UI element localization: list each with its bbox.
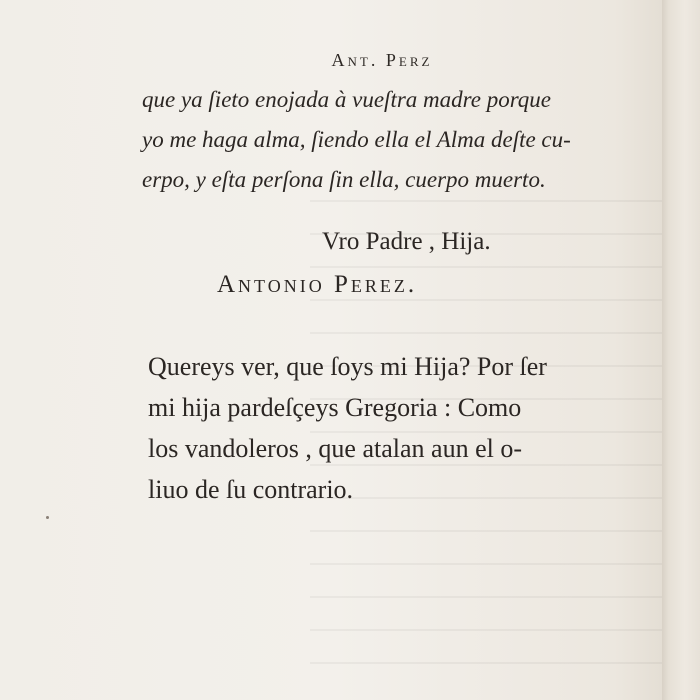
- roman-passage: [148, 346, 648, 510]
- roman-line-3: los vandoleros , que atalan aun el o-: [148, 434, 522, 463]
- running-header: Ant. Perz: [331, 50, 433, 70]
- adjacent-page-edge: [662, 0, 700, 700]
- paper-speck: [46, 516, 49, 519]
- roman-line-2: mi hija pardeſçeys Gregoria : Como: [148, 393, 522, 422]
- signoff-line-1: Vro Padre , Hija.: [322, 228, 491, 255]
- roman-line-4: liuo de ſu contrario.: [148, 475, 354, 504]
- italic-line-2: yo me haga alma, ſiendo ella el Alma deſte cu-: [142, 127, 571, 152]
- italic-passage: [142, 80, 647, 200]
- signoff-line-2: Antonio Perez.: [217, 271, 418, 298]
- italic-line-3: erpo, y eſta perſona ſin ella, cuerpo muerto.: [142, 167, 546, 192]
- italic-line-1: que ya ſieto enojada à vueſtra madre porque: [142, 87, 552, 112]
- roman-line-1: Quereys ver, que ſoys mi Hija? Por ſer: [148, 352, 547, 381]
